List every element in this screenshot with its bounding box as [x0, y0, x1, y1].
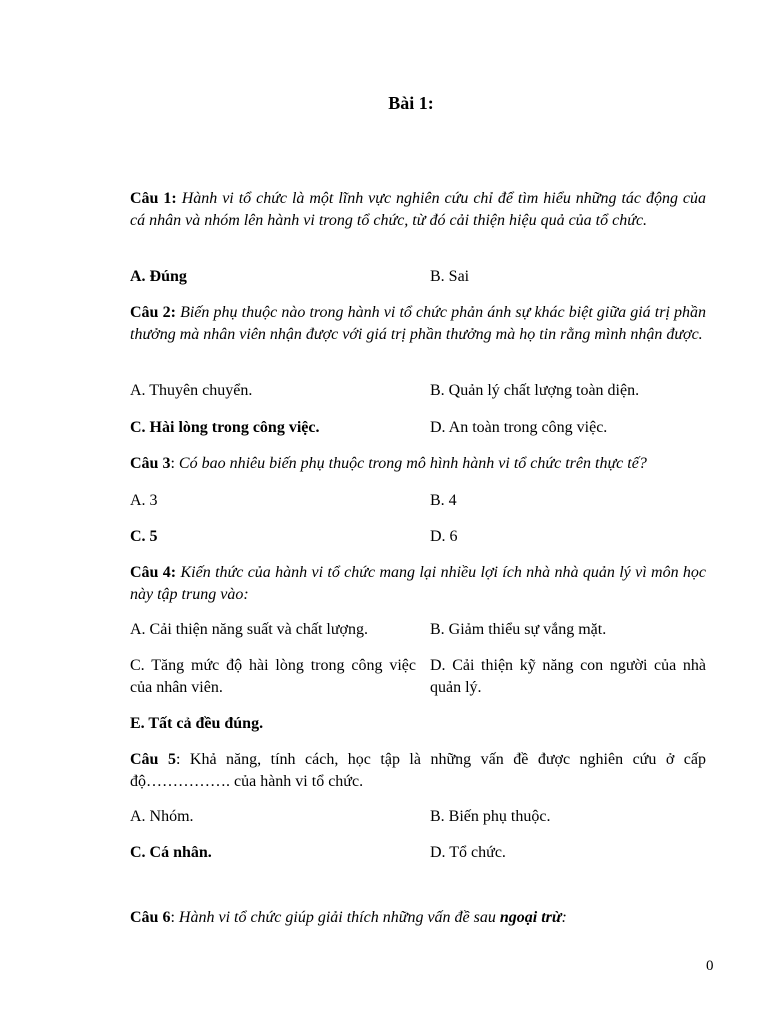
question-text: Hành vi tổ chức giúp giải thích những vấn đề sau	[178, 909, 496, 926]
question-text: Biến phụ thuộc nào trong hành vi tổ chức phản ánh sự khác biệt giữa giá trị phần thưởng mà nhân viên nhận được với giá trị phần thưởng mà họ tin rằng mình nhận được.	[130, 304, 707, 343]
page-title: Bài 1:	[388, 93, 434, 113]
option-c: C. Hài lòng trong công việc.	[130, 419, 320, 436]
option-d: D. 6	[430, 528, 458, 545]
option-c: C. Cá nhân.	[130, 844, 212, 861]
option-b: B. Biến phụ thuộc.	[430, 808, 551, 825]
question-text: Có bao nhiêu biến phụ thuộc trong mô hình hành vi tổ chức trên thực tế?	[178, 455, 647, 472]
option-a: A. Cải thiện năng suất và chất lượng.	[130, 621, 368, 638]
question-6	[130, 907, 706, 929]
question-3	[130, 453, 706, 475]
question-5	[130, 749, 706, 792]
option-b: B. 4	[430, 492, 457, 509]
option-d: D. An toàn trong công việc.	[430, 419, 608, 436]
question-1	[130, 188, 706, 231]
option-a: A. Thuyên chuyển.	[130, 382, 253, 399]
question-4	[130, 562, 706, 605]
question-label: Câu 5	[130, 751, 176, 768]
question-separator: :	[170, 455, 179, 472]
option-a: A. 3	[130, 492, 158, 509]
question-end: :	[561, 909, 567, 926]
question-text: Kiến thức của hành vi tổ chức mang lại nhiều lợi ích nhà nhà quản lý vì môn học này tập trung vào:	[130, 564, 707, 603]
question-label: Câu 3	[130, 455, 171, 472]
question-emphasis: ngoại trừ	[499, 909, 562, 926]
page-number: 0	[706, 958, 714, 974]
option-c: C. 5	[130, 528, 158, 545]
option-c: C. Tăng mức độ hài lòng trong công việc của nhân viên.	[130, 657, 416, 696]
option-b: B. Quản lý chất lượng toàn diện.	[430, 382, 640, 399]
question-2	[130, 302, 706, 345]
question-text: Khả năng, tính cách, học tập là những vấn đề được nghiên cứu ở cấp độ……………. của hành vi tổ chức.	[130, 751, 706, 790]
question-label: Câu 6	[130, 909, 171, 926]
question-separator: :	[175, 751, 190, 768]
question-label: Câu 2:	[130, 304, 176, 321]
option-a: A. Đúng	[130, 268, 187, 285]
question-label: Câu 1:	[130, 190, 177, 207]
question-text: Hành vi tổ chức là một lĩnh vực nghiên cứu chỉ để tìm hiểu những tác động của cá nhân và nhóm lên hành vi trong tổ chức, từ đó cải thiện hiệu quả của tổ chức.	[130, 190, 706, 229]
option-a: A. Nhóm.	[130, 808, 194, 825]
option-e: E. Tất cả đều đúng.	[130, 715, 264, 732]
option-b: B. Sai	[430, 268, 470, 285]
option-d: D. Cải thiện kỹ năng con người của nhà quản lý.	[430, 657, 706, 696]
question-label: Câu 4:	[130, 564, 177, 581]
option-d: D. Tổ chức.	[430, 844, 506, 861]
question-separator: :	[170, 909, 179, 926]
option-b: B. Giảm thiểu sự vắng mặt.	[430, 621, 607, 638]
